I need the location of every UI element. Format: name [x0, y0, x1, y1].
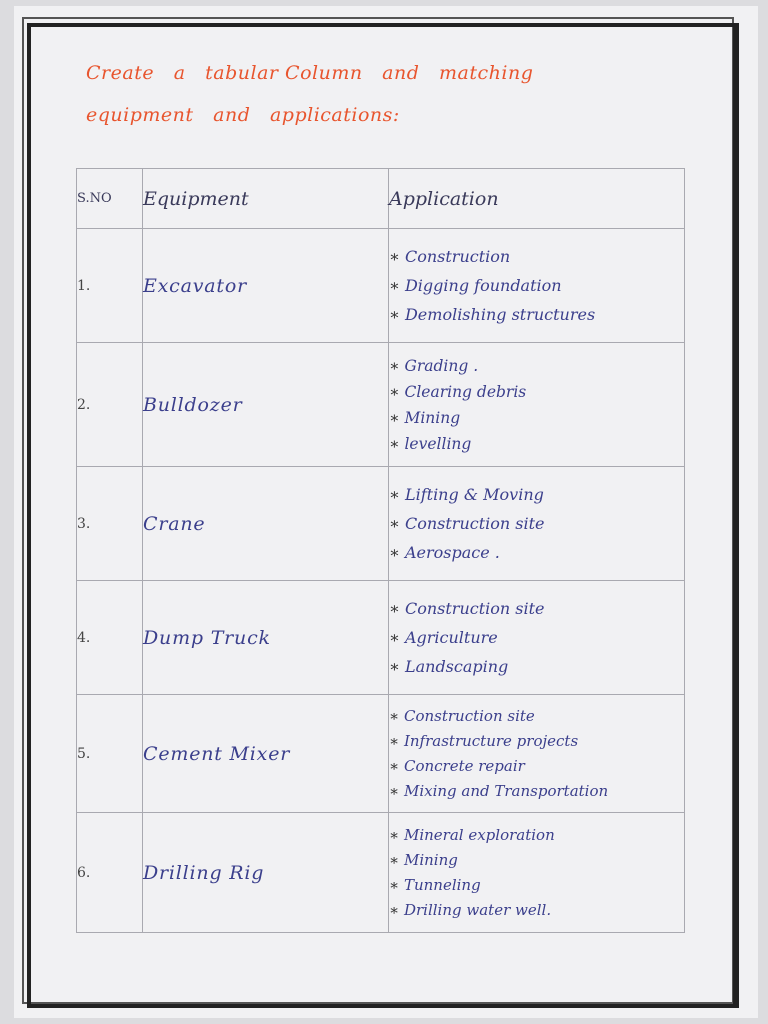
- table-row: [77, 695, 685, 813]
- row-sno: 2.: [77, 343, 143, 467]
- table-header-row: [77, 169, 685, 229]
- row-equipment: Cement Mixer: [143, 695, 389, 813]
- row-applications: [389, 229, 685, 343]
- table-row: [77, 229, 685, 343]
- table-row: [77, 467, 685, 581]
- application-item: ∗ Infrastructure projects: [389, 729, 684, 754]
- row-equipment: Excavator: [143, 229, 389, 343]
- application-item: ∗ Digging foundation: [389, 271, 684, 300]
- table-row: [77, 343, 685, 467]
- application-item: ∗ Construction site: [389, 509, 684, 538]
- application-item: ∗ Mining: [389, 848, 684, 873]
- application-item: ∗ Aerospace .: [389, 538, 684, 567]
- row-sno: 1.: [77, 229, 143, 343]
- application-item: ∗ Grading .: [389, 353, 684, 379]
- equipment-table: [76, 168, 685, 933]
- application-item: ∗ Drilling water well.: [389, 898, 684, 923]
- header-application: Application: [389, 169, 685, 229]
- table-row: [77, 813, 685, 933]
- application-item: ∗ Agriculture: [389, 623, 684, 652]
- row-equipment: Bulldozer: [143, 343, 389, 467]
- row-applications: [389, 467, 685, 581]
- application-item: ∗ Construction site: [389, 704, 684, 729]
- application-item: ∗ Concrete repair: [389, 754, 684, 779]
- application-item: ∗ Tunneling: [389, 873, 684, 898]
- row-applications: [389, 581, 685, 695]
- application-item: ∗ Construction site: [389, 594, 684, 623]
- row-sno: 5.: [77, 695, 143, 813]
- application-item: ∗ Mineral exploration: [389, 823, 684, 848]
- row-equipment: Drilling Rig: [143, 813, 389, 933]
- row-sno: 3.: [77, 467, 143, 581]
- application-item: ∗ Landscaping: [389, 652, 684, 681]
- header-equipment: Equipment: [143, 169, 389, 229]
- row-applications: [389, 813, 685, 933]
- application-item: ∗ Lifting & Moving: [389, 480, 684, 509]
- row-sno: 4.: [77, 581, 143, 695]
- row-equipment: Dump Truck: [143, 581, 389, 695]
- application-item: ∗ Mixing and Transportation: [389, 779, 684, 804]
- application-item: ∗ Clearing debris: [389, 379, 684, 405]
- application-item: ∗ Demolishing structures: [389, 300, 684, 329]
- row-applications: [389, 343, 685, 467]
- heading-line-1: Create a tabular Column and matching: [86, 62, 534, 84]
- row-equipment: Crane: [143, 467, 389, 581]
- row-sno: 6.: [77, 813, 143, 933]
- application-item: ∗ Mining: [389, 405, 684, 431]
- application-item: ∗ levelling: [389, 431, 684, 457]
- row-applications: [389, 695, 685, 813]
- table-row: [77, 581, 685, 695]
- header-sno: S.NO: [77, 169, 143, 229]
- heading-line-2: equipment and applications:: [86, 104, 400, 126]
- application-item: ∗ Construction: [389, 242, 684, 271]
